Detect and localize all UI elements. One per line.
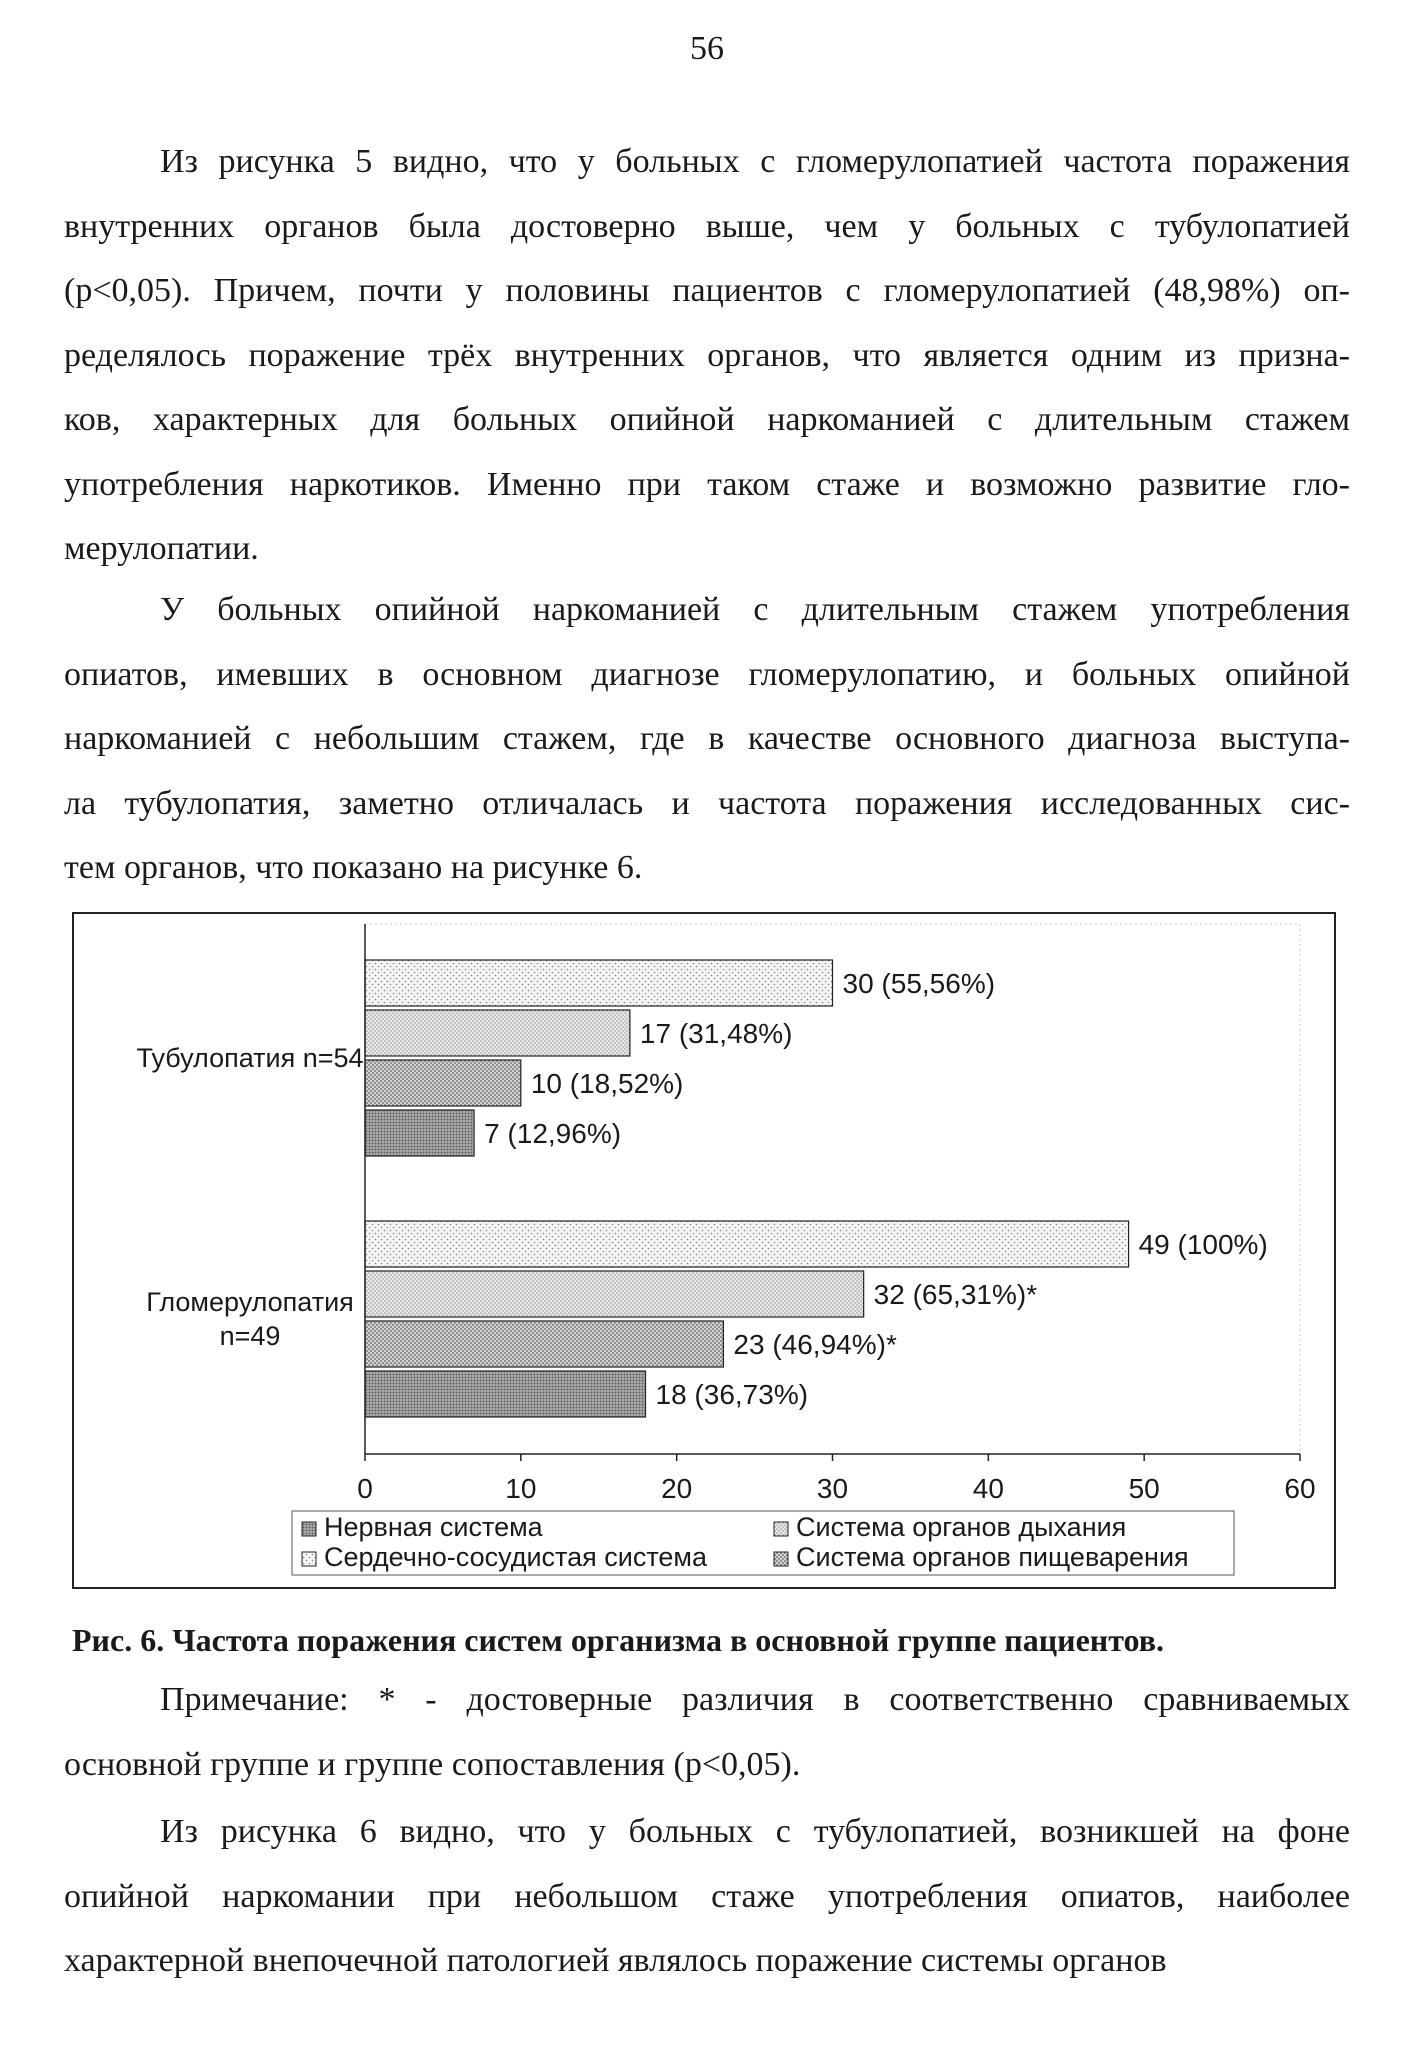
data-label: 32 (65,31%)* <box>873 1279 1038 1310</box>
bar <box>365 960 833 1006</box>
text-line: тем органов, что показано на рисунке 6. <box>64 849 643 886</box>
text-line: Из рисунка 5 видно, что у больных с гломерулопатией частота поражения <box>160 143 1350 180</box>
category-label: n=49 <box>219 1321 281 1351</box>
text-line: ков, характерных для больных опийной наркоманией с длительным стажем <box>64 401 1350 438</box>
bar <box>365 1221 1129 1267</box>
data-label: 30 (55,56%) <box>842 968 996 999</box>
x-tick-label: 30 <box>816 1473 849 1504</box>
text-line: опиатов, имевших в основном диагнозе гломерулопатию, и больных опийной <box>64 655 1350 693</box>
legend-label: Сердечно-сосудистая система <box>324 1542 707 1572</box>
text-line: Примечание: * - достоверные различия в соответственно сравниваемых <box>160 1681 1350 1718</box>
bar <box>365 1371 646 1417</box>
page-number: 56 <box>690 30 724 67</box>
text-line: характерной внепочечной патологией являлось поражение системы органов <box>64 1942 1167 1979</box>
x-tick-label: 60 <box>1284 1473 1316 1504</box>
data-label: 17 (31,48%) <box>639 1018 793 1049</box>
paragraph-1 <box>64 130 1350 582</box>
text-line: (p<0,05). Причем, почти у половины пациентов с гломерулопатией (48,98%) оп- <box>64 272 1350 309</box>
text-line: У больных опийной наркоманией с длительным стажем употребления <box>160 591 1350 628</box>
bar-chart <box>74 914 1334 1587</box>
legend-label: Нервная система <box>324 1512 543 1542</box>
x-tick-label: 0 <box>357 1473 373 1504</box>
legend-label: Система органов дыхания <box>796 1512 1127 1542</box>
bar <box>365 1010 630 1056</box>
data-label: 10 (18,52%) <box>530 1068 684 1099</box>
text-line: внутренних органов была достоверно выше, чем у больных с тубулопатией <box>64 207 1350 245</box>
text-line: мерулопатии. <box>64 530 259 567</box>
paragraph-2 <box>64 578 1350 901</box>
text-line: ла тубулопатия, заметно отличалась и частота поражения исследованных сис- <box>64 784 1350 822</box>
text-line: основной группе и группе сопоставления (p<0,05). <box>64 1745 801 1783</box>
figure-note <box>64 1668 1350 1797</box>
bar <box>365 1060 521 1106</box>
category-label: Тубулопатия n=54 <box>136 1043 364 1073</box>
data-label: 49 (100%) <box>1138 1229 1268 1260</box>
legend-label: Система органов пищеварения <box>796 1542 1189 1572</box>
data-label: 7 (12,96%) <box>484 1118 622 1149</box>
text-line: употребления наркотиков. Именно при таком стаже и возможно развитие гло- <box>64 465 1350 503</box>
text-line: ределялось поражение трёх внутренних органов, что является одним из призна- <box>64 336 1350 374</box>
data-label: 18 (36,73%) <box>655 1379 809 1410</box>
x-tick-label: 50 <box>1128 1473 1160 1504</box>
paragraph-3 <box>64 1800 1350 1994</box>
legend-swatch <box>774 1522 788 1536</box>
data-label: 23 (46,94%)* <box>733 1329 897 1360</box>
category-label: Гломерулопатия <box>146 1287 354 1317</box>
figure-caption: Рис. 6. Частота поражения систем организма в основной группе пациентов. <box>72 1622 1165 1658</box>
legend-swatch <box>774 1552 788 1566</box>
text-line: Из рисунка 6 видно, что у больных с тубулопатией, возникшей на фоне <box>160 1813 1350 1850</box>
figure-frame <box>72 912 1336 1589</box>
legend-swatch <box>302 1552 316 1566</box>
text-line: опийной наркомании при небольшом стаже употребления опиатов, наиболее <box>64 1877 1350 1915</box>
bar <box>365 1110 474 1156</box>
x-tick-label: 10 <box>505 1473 537 1504</box>
bar <box>365 1271 864 1317</box>
x-tick-label: 20 <box>661 1473 693 1504</box>
legend-swatch <box>302 1522 316 1536</box>
text-line: наркоманией с небольшим стажем, где в качестве основного диагноза выступа- <box>64 720 1350 757</box>
bar <box>365 1321 723 1367</box>
x-tick-label: 40 <box>972 1473 1004 1504</box>
